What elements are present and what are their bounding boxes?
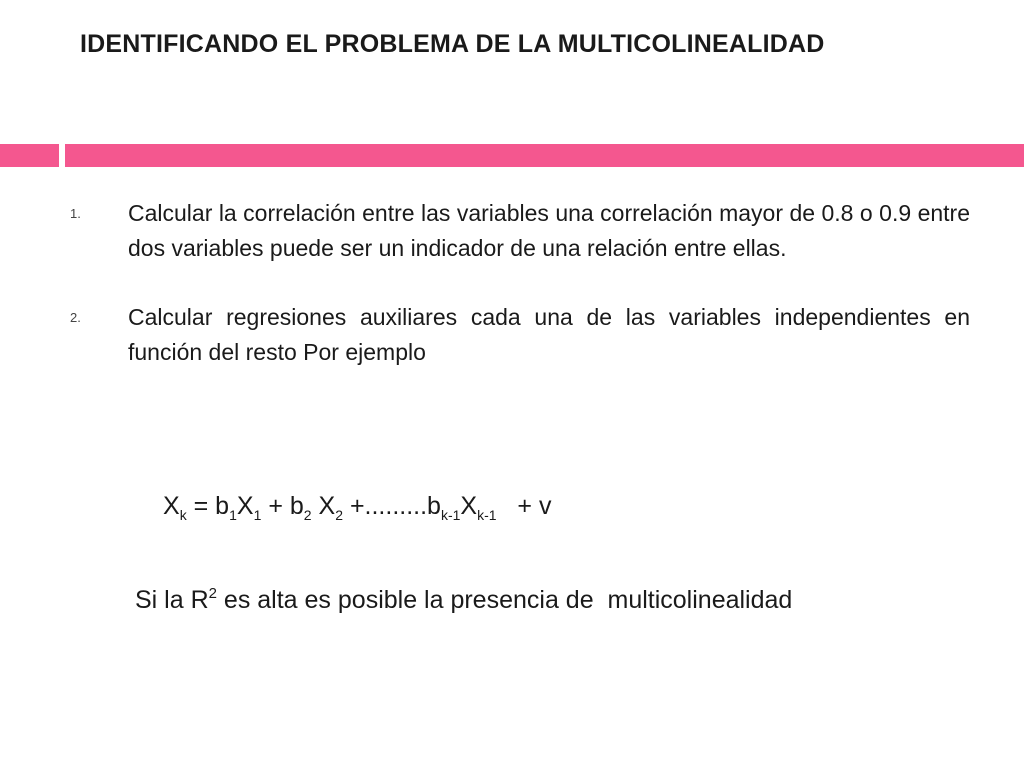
list-item-text: Calcular la correlación entre las variables una correlación mayor de 0.8 o 0.9 entre dos variables puede ser un indicador de una relación entre ellas. bbox=[128, 200, 970, 261]
slide-title: IDENTIFICANDO EL PROBLEMA DE LA MULTICOLINEALIDAD bbox=[80, 30, 825, 58]
eq-tail: + v bbox=[496, 492, 552, 520]
eq-xk-sub: k-1 bbox=[477, 507, 497, 523]
accent-bar-right bbox=[65, 144, 1024, 167]
eq-x2: X bbox=[311, 492, 336, 520]
conclusion-suffix: es alta es posible la presencia de multicolinealidad bbox=[216, 586, 793, 614]
list-item bbox=[70, 300, 970, 370]
eq-b1-sub: 1 bbox=[229, 507, 237, 523]
list-marker: 1. bbox=[70, 206, 81, 221]
eq-bk-sub: k-1 bbox=[440, 507, 461, 523]
conclusion-text bbox=[135, 586, 792, 615]
conclusion-prefix: Si la R bbox=[135, 586, 209, 614]
list-marker: 2. bbox=[70, 310, 81, 325]
conclusion-sup: 2 bbox=[208, 585, 217, 602]
eq-dots: +.........b bbox=[343, 492, 441, 520]
regression-equation bbox=[163, 492, 551, 521]
list-item bbox=[70, 196, 970, 266]
eq-lhs-sub: k bbox=[179, 507, 187, 523]
eq-plus1: + b bbox=[261, 492, 304, 520]
eq-x1: X bbox=[236, 492, 254, 520]
numbered-list bbox=[70, 196, 970, 370]
eq-equals: = b bbox=[186, 492, 230, 520]
list-item-text: Calcular regresiones auxiliares cada una de las variables independientes en función del resto Por ejemplo bbox=[128, 304, 970, 365]
eq-x1-sub: 1 bbox=[253, 507, 262, 523]
eq-xk: X bbox=[460, 492, 478, 520]
eq-b2-sub: 2 bbox=[303, 507, 312, 523]
eq-lhs: X bbox=[163, 492, 180, 520]
eq-x2-sub: 2 bbox=[335, 507, 343, 523]
accent-bar-left bbox=[0, 144, 59, 167]
